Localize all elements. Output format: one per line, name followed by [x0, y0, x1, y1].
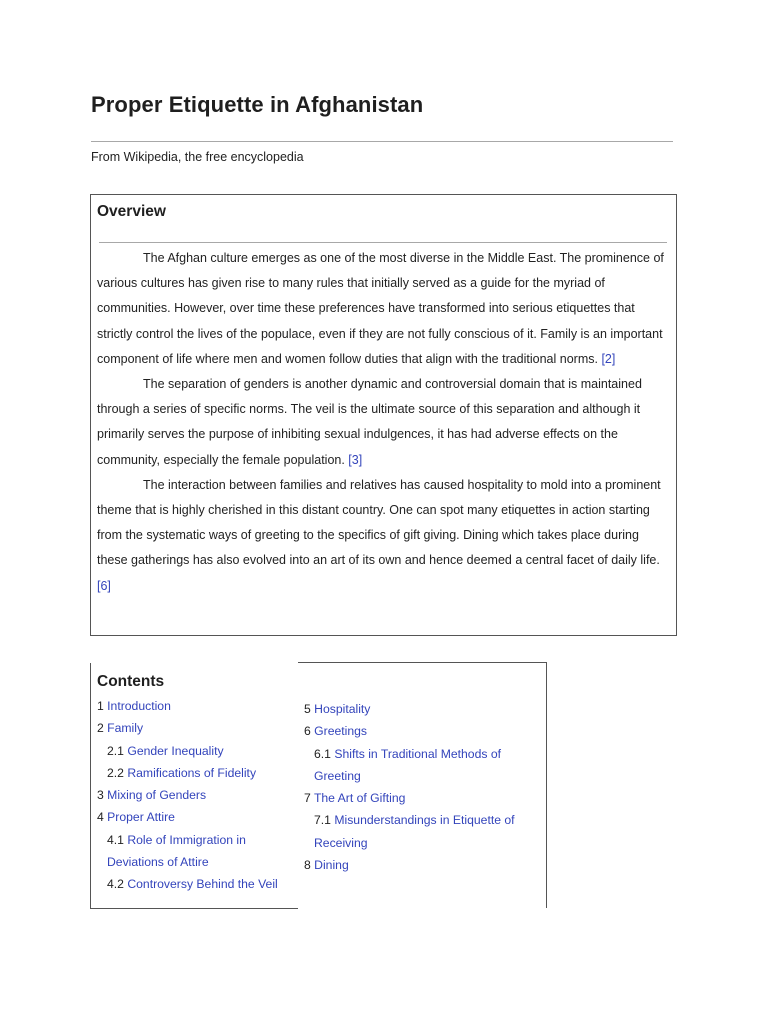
- contents-heading: Contents: [97, 673, 165, 690]
- toc-item-ramifications-of-fidelity: [97, 762, 297, 784]
- toc-number: 7: [304, 791, 314, 806]
- toc-item-introduction: [97, 695, 297, 717]
- contents-column-left: [97, 695, 297, 896]
- page-title: Proper Etiquette in Afghanistan: [91, 92, 424, 117]
- toc-link[interactable]: Shifts in Traditional Methods of Greeting: [314, 746, 501, 783]
- toc-number: 6.1: [314, 746, 335, 761]
- contents-border-gap: [90, 662, 298, 663]
- toc-number: 2: [97, 721, 108, 736]
- toc-number: 5: [304, 702, 315, 716]
- toc-link[interactable]: Mixing of Genders: [107, 788, 207, 803]
- toc-link[interactable]: Greetings: [314, 724, 368, 739]
- toc-item-shifts-in-greeting: [304, 743, 536, 788]
- toc-number: 3: [97, 788, 108, 803]
- toc-item-misunderstandings-receiving: [304, 809, 536, 854]
- overview-paragraph: [97, 473, 667, 599]
- toc-number: 2.1: [107, 743, 128, 758]
- toc-number: 1: [97, 699, 108, 713]
- toc-link[interactable]: Proper Attire: [107, 810, 175, 825]
- contents-column-right: [304, 698, 536, 876]
- toc-item-controversy-behind-the-veil: [97, 873, 297, 895]
- contents-border-gap: [298, 908, 547, 909]
- toc-link[interactable]: Gender Inequality: [127, 743, 224, 758]
- toc-item-art-of-gifting: [304, 787, 536, 809]
- toc-item-gender-inequality: [97, 740, 297, 762]
- toc-link[interactable]: Misunderstandings in Etiquette of Receiving: [314, 813, 515, 850]
- table-of-contents: [90, 662, 547, 909]
- title-divider: [91, 141, 673, 142]
- toc-link[interactable]: Hospitality: [314, 702, 371, 716]
- citation-link[interactable]: [3]: [348, 452, 363, 467]
- toc-item-mixing-of-genders: [97, 784, 297, 806]
- toc-number: 6: [304, 724, 315, 739]
- citation-link[interactable]: [2]: [601, 351, 616, 366]
- overview-paragraph: [97, 372, 667, 473]
- overview-box: [90, 194, 677, 636]
- toc-number: 2.2: [107, 765, 128, 780]
- overview-heading: Overview: [97, 203, 166, 220]
- toc-number: 4.2: [107, 877, 128, 892]
- toc-link[interactable]: Family: [107, 721, 144, 736]
- toc-number: 4: [97, 810, 108, 825]
- toc-link[interactable]: Dining: [314, 858, 349, 873]
- toc-number: 8: [304, 858, 315, 873]
- toc-item-family: [97, 717, 297, 739]
- paragraph-text: The Afghan culture emerges as one of the most diverse in the Middle East. The prominence of various cultures has given rise to many rules that initially served as a guide for the myriad of communities. However, over time these preferences have transformed into serious etiquettes that strictly control the lives of the populace, even if they are not fully conscious of it. Family is an important component of life where men and women follow duties that align with the traditional norms.: [97, 251, 664, 366]
- toc-link[interactable]: The Art of Gifting: [313, 791, 406, 806]
- overview-paragraph: [97, 246, 667, 372]
- toc-link[interactable]: Role of Immigration in Deviations of Attire: [107, 832, 246, 870]
- citation-link[interactable]: [6]: [97, 578, 111, 593]
- toc-item-dining: [304, 854, 536, 876]
- toc-link[interactable]: Controversy Behind the Veil: [127, 877, 278, 892]
- paragraph-text: The separation of genders is another dynamic and controversial domain that is maintained through a series of specific norms. The veil is the ultimate source of this separation and although it primarily serves the purpose of inhibiting sexual indulgences, it has had adverse effects on the community, especially the female population.: [97, 377, 642, 467]
- toc-item-hospitality: [304, 698, 536, 720]
- toc-item-greetings: [304, 720, 536, 742]
- overview-body: [97, 246, 667, 599]
- toc-link[interactable]: Ramifications of Fidelity: [127, 765, 257, 780]
- page-subtitle: From Wikipedia, the free encyclopedia: [91, 150, 304, 164]
- paragraph-text: The interaction between families and relatives has caused hospitality to mold into a prominent theme that is highly cherished in this distant country. One can spot many etiquettes in action starting from the systematic ways of greeting to the specifics of gift giving. Dining which takes place during these gatherings has also evolved into an art of its own and hence deemed a central facet of daily life.: [97, 477, 661, 568]
- toc-item-role-of-immigration: [97, 829, 297, 874]
- overview-divider: [99, 242, 667, 243]
- toc-link[interactable]: Introduction: [107, 699, 171, 713]
- toc-number: 4.1: [107, 832, 128, 847]
- toc-number: 7.1: [314, 813, 335, 828]
- toc-item-proper-attire: [97, 806, 297, 828]
